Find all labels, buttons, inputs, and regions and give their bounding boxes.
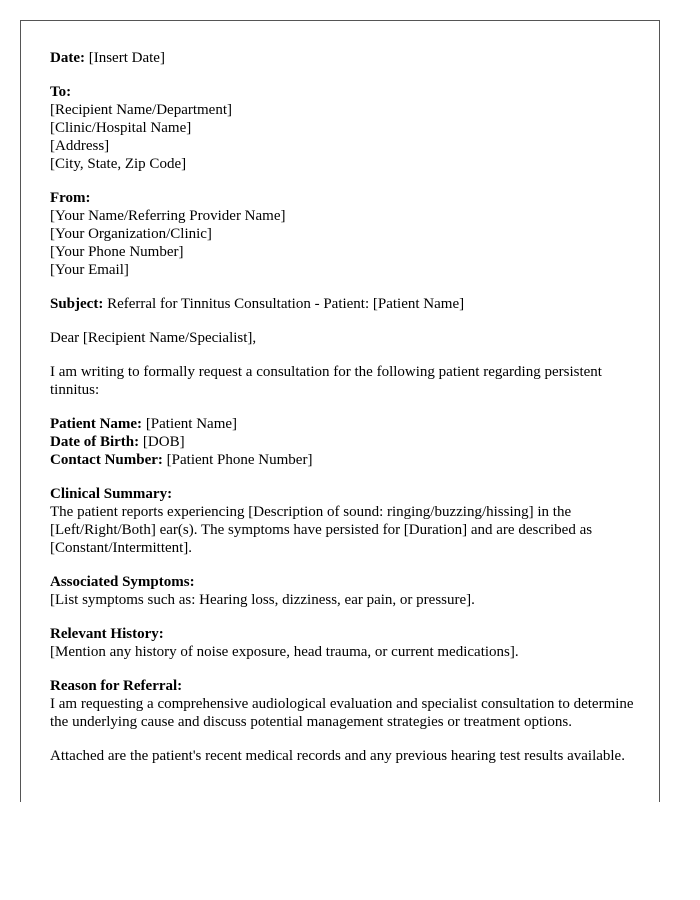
patient-name-value: [Patient Name] [145,416,238,432]
from-name: [Your Name/Referring Provider Name] [50,208,286,224]
letter-page [20,20,660,802]
subject-label: Subject: [50,296,104,312]
intro-section [50,363,640,399]
subject-value: Referral for Tinnitus Consultation - Patient: [Patient Name] [107,296,465,312]
to-clinic: [Clinic/Hospital Name] [50,120,192,136]
patient-name-label: Patient Name: [50,416,143,432]
date-label: Date: [50,50,85,66]
associated-symptoms-text: [List symptoms such as: Hearing loss, dizziness, ear pain, or pressure]. [50,592,475,608]
date-line [50,49,640,67]
date-value: [Insert Date] [88,50,165,66]
relevant-history-text: [Mention any history of noise exposure, head trauma, or current medications]. [50,644,519,660]
from-organization: [Your Organization/Clinic] [50,226,212,242]
from-label: From: [50,190,91,206]
patient-dob-value: [DOB] [142,434,185,450]
clinical-summary-heading: Clinical Summary: [50,486,173,502]
patient-contact-label: Contact Number: [50,452,163,468]
from-phone: [Your Phone Number] [50,244,184,260]
relevant-history-section [50,625,640,661]
attachments-section [50,747,640,765]
patient-contact-line [50,451,640,469]
patient-section [50,415,640,469]
clinical-summary-section [50,485,640,557]
patient-dob-label: Date of Birth: [50,434,140,450]
to-label: To: [50,84,72,100]
to-address: [Address] [50,138,110,154]
reason-text: I am requesting a comprehensive audiological evaluation and specialist consultation to determine the underlying cause and discuss potential management strategies or treatment options. [50,696,634,730]
patient-dob-line [50,433,640,451]
intro-paragraph: I am writing to formally request a consultation for the following patient regarding persistent tinnitus: [50,364,602,398]
from-section [50,189,640,279]
reason-section [50,677,640,731]
to-recipient: [Recipient Name/Department] [50,102,233,118]
subject-section [50,295,640,313]
subject-line [50,295,640,313]
patient-name-line [50,415,640,433]
clinical-summary-text: The patient reports experiencing [Description of sound: ringing/buzzing/hissing] in the [Left/Right/Both] ear(s). The symptoms have persisted for [Duration] and are described as [Constant/Intermittent]. [50,504,593,556]
associated-symptoms-heading: Associated Symptoms: [50,574,195,590]
to-city: [City, State, Zip Code] [50,156,187,172]
to-section [50,83,640,173]
attachments-paragraph: Attached are the patient's recent medical records and any previous hearing test results available. [50,748,625,764]
associated-symptoms-section [50,573,640,609]
salutation-section [50,329,640,347]
letter-body [50,49,640,781]
patient-contact-value: [Patient Phone Number] [166,452,313,468]
salutation: Dear [Recipient Name/Specialist], [50,330,257,346]
reason-heading: Reason for Referral: [50,678,183,694]
from-email: [Your Email] [50,262,129,278]
relevant-history-heading: Relevant History: [50,626,164,642]
date-section [50,49,640,67]
